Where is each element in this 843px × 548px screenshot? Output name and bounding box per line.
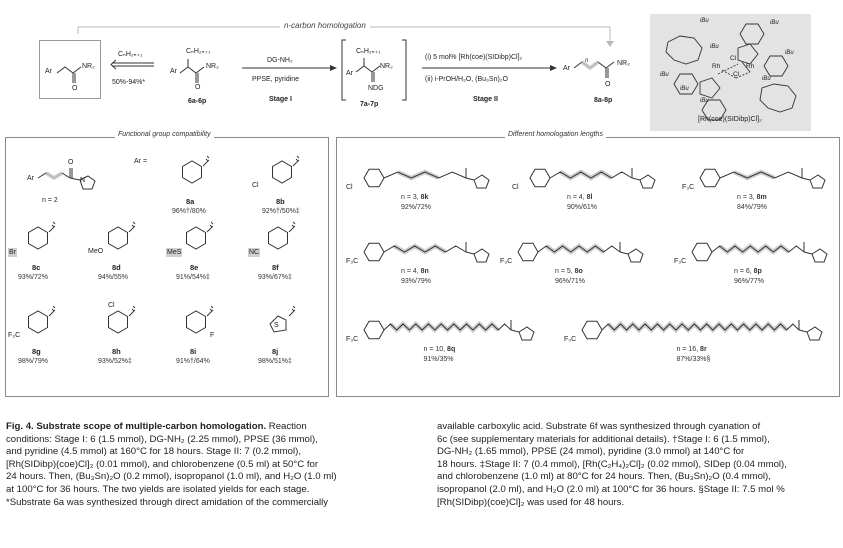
length-compound-0 bbox=[344, 148, 494, 228]
compound-yield: 90%/61% bbox=[567, 204, 597, 211]
caption-right-line-2: DG-NH₂ (1.65 mmol), PPSE (24 mmol), pyridine (3.0 mmol) at 140°C for bbox=[437, 446, 745, 458]
substituent-label: Cl bbox=[346, 184, 353, 191]
compound-id: 8e bbox=[190, 263, 199, 272]
retro-ar: Ar bbox=[45, 68, 52, 75]
substituent-label: Cl bbox=[108, 302, 115, 309]
int-substituent: CₙH₂ₙ₊₁ bbox=[356, 48, 381, 55]
compound-id: 8l bbox=[586, 194, 593, 201]
substituent-label: F₃C bbox=[682, 184, 695, 191]
caption-left bbox=[6, 421, 401, 509]
substituent-label: MeS bbox=[167, 249, 182, 256]
substituent-label: F₃C bbox=[8, 332, 21, 339]
compound-length-label bbox=[677, 346, 707, 353]
prod-nr2: NR₂ bbox=[617, 60, 630, 67]
compound-yield: 96%†/80% bbox=[172, 208, 206, 215]
substituent-label: S bbox=[274, 322, 279, 329]
prod-o: O bbox=[605, 81, 611, 88]
caption-line-2: and pyridine (4.5 mmol) at 160°C for 18 hours. Stage II: 7 (0.2 mmol), bbox=[6, 446, 301, 458]
length-compound-3 bbox=[344, 222, 494, 302]
stage1-arrow bbox=[240, 64, 338, 74]
homologation-title: n-carbon homologation bbox=[280, 22, 370, 30]
length-compound-4 bbox=[498, 222, 648, 302]
substituent-label: MeO bbox=[88, 248, 104, 255]
stage2-cond1: (i) 5 mol% [Rh(coe)(SIDibp)Cl]₂ bbox=[425, 54, 523, 61]
stage1-name: Stage I bbox=[269, 96, 292, 103]
fg-compound-2 bbox=[6, 214, 84, 294]
caption-line-1: conditions: Stage I: 6 (1.5 mmol), DG-NH₂ (2.25 mmol), PPSE (36 mmol), bbox=[6, 433, 318, 445]
substituent-label: F₃C bbox=[346, 336, 359, 343]
compound-length-label bbox=[401, 268, 429, 275]
generic-ar: Ar bbox=[27, 175, 34, 182]
compound-id: 8m bbox=[756, 194, 767, 201]
compound-yield: 91%/35% bbox=[423, 356, 454, 363]
stage1-reagent: DG-NH₂ bbox=[267, 57, 293, 64]
compound-length-label bbox=[737, 194, 767, 201]
generic-structure bbox=[28, 160, 128, 200]
stage1-conditions: PPSE, pyridine bbox=[252, 76, 300, 83]
compound-yield: 92%†/50%‡ bbox=[262, 208, 300, 215]
compound-id: 8g bbox=[32, 347, 41, 356]
benzene-ring-icon bbox=[6, 298, 84, 348]
caption-right-line-6: [Rh(SIDibp)(coe)Cl]₂ was used for 48 hours. bbox=[437, 496, 625, 508]
substituent-label: F₃C bbox=[564, 336, 577, 343]
caption-right-line-1: 6c (see supplementary materials for additional details). †Stage I: 6 (1.5 mmol), bbox=[437, 433, 770, 445]
length-compound-7 bbox=[562, 300, 827, 380]
compound-length-label bbox=[424, 346, 456, 353]
compound-length-label bbox=[734, 268, 762, 275]
length-compound-1 bbox=[510, 148, 660, 228]
compound-yield: 93%/79% bbox=[401, 278, 431, 285]
benzene-ring-icon bbox=[6, 214, 84, 264]
benzene-ring-icon bbox=[250, 148, 328, 198]
compound-id: 8p bbox=[753, 268, 762, 275]
compound-id: 8r bbox=[700, 346, 707, 353]
stage2-name: Stage II bbox=[473, 96, 498, 103]
substituent-label: F₃C bbox=[346, 258, 359, 265]
fg-compound-3 bbox=[86, 214, 164, 294]
generic-n-eq: n = 2 bbox=[42, 197, 58, 204]
caption-heading: Fig. 4. Substrate scope of multiple-carbon homologation. bbox=[6, 421, 267, 432]
retro-arrow bbox=[108, 60, 158, 70]
compound-id: 8k bbox=[420, 194, 429, 201]
substituent-label: Br bbox=[9, 249, 16, 256]
length-value: n = 10, bbox=[423, 346, 448, 353]
length-value: n = 16, bbox=[676, 346, 701, 353]
start-id: 6a-6p bbox=[188, 98, 207, 105]
length-compound-6 bbox=[344, 300, 539, 380]
compound-id: 8n bbox=[420, 268, 429, 275]
generic-n: N bbox=[80, 177, 86, 184]
compound-yield: 96%/71% bbox=[555, 278, 585, 285]
compound-yield: 98%/51%‡ bbox=[258, 358, 292, 365]
length-value: n = 4, bbox=[401, 268, 421, 275]
compound-id: 8o bbox=[574, 268, 583, 275]
generic-o: O bbox=[68, 159, 74, 166]
compound-yield: 93%/52%‡ bbox=[98, 358, 132, 365]
cat-ibu-8: iBu bbox=[680, 86, 689, 92]
length-compound-2 bbox=[680, 148, 830, 228]
benzene-ring-icon bbox=[160, 148, 238, 198]
compound-id: 8d bbox=[112, 263, 121, 272]
compound-yield: 92%/72% bbox=[401, 204, 431, 211]
cat-ibu-6: iBu bbox=[762, 76, 771, 82]
cat-rh-2: Rh bbox=[746, 63, 755, 70]
substituent-label: NC bbox=[249, 249, 260, 256]
compound-yield: 84%/79% bbox=[737, 204, 767, 211]
fg-compound-6 bbox=[6, 298, 84, 378]
substituent-label: Cl bbox=[252, 182, 259, 189]
left-panel-title: Functional group compatibility bbox=[115, 131, 214, 138]
cat-cl-1: Cl bbox=[730, 55, 737, 62]
fg-compound-5 bbox=[246, 214, 324, 294]
compound-yield: 91%†/64% bbox=[176, 358, 210, 365]
start-structure bbox=[170, 55, 240, 95]
benzene-ring-icon bbox=[86, 298, 164, 348]
caption-right-line-0: available carboxylic acid. Substrate 6f was synthesized through cyanation of bbox=[437, 421, 761, 432]
length-value: n = 6, bbox=[734, 268, 754, 275]
prod-id: 8a-8p bbox=[594, 97, 613, 104]
compound-id: 8i bbox=[190, 347, 197, 356]
compound-length-label bbox=[401, 194, 428, 201]
start-ar: Ar bbox=[170, 68, 177, 75]
substituent-label: Cl bbox=[512, 184, 519, 191]
int-ndg: NDG bbox=[368, 85, 384, 92]
benzene-ring-icon bbox=[86, 214, 164, 264]
cat-ibu-2: iBu bbox=[770, 20, 779, 26]
int-id: 7a-7p bbox=[360, 101, 379, 108]
cat-cl-2: Cl bbox=[733, 71, 740, 78]
compound-yield: 94%/55% bbox=[98, 274, 128, 281]
compound-id: 8h bbox=[112, 347, 121, 356]
caption-line-5: at 100°C for 36 hours. The two yields are isolated yields for each stage. bbox=[6, 483, 310, 495]
cat-ibu-5: iBu bbox=[660, 72, 669, 78]
prod-n: n bbox=[585, 58, 589, 64]
benzene-ring-icon bbox=[164, 298, 242, 348]
compound-length-label bbox=[555, 268, 583, 275]
caption-right bbox=[437, 421, 839, 509]
substituent-label: F₃C bbox=[500, 258, 513, 265]
ar-eq: Ar = bbox=[134, 158, 148, 165]
length-value: n = 4, bbox=[567, 194, 587, 201]
length-compound-5 bbox=[672, 222, 832, 302]
compound-id: 8q bbox=[447, 346, 456, 353]
length-value: n = 3, bbox=[737, 194, 757, 201]
compound-length-label bbox=[567, 194, 593, 201]
start-substituent: CₙH₂ₙ₊₁ bbox=[186, 48, 211, 55]
cat-ibu-3: iBu bbox=[710, 44, 719, 50]
right-panel-title: Different homologation lengths bbox=[505, 131, 606, 138]
int-nr2: NR₂ bbox=[380, 63, 393, 70]
substituent-label: F₃C bbox=[674, 258, 687, 265]
caption-line-3: [Rh(SIDibp)(coe)Cl]₂ (0.01 mmol), and chlorobenzene (0.5 ml) at 50°C for bbox=[6, 458, 319, 470]
retro-reagent: CₙH₂ₙ₊₁ bbox=[118, 51, 143, 58]
length-value: n = 3, bbox=[401, 194, 421, 201]
compound-id: 8f bbox=[272, 263, 279, 272]
fg-compound-7 bbox=[86, 298, 164, 378]
length-value: n = 5, bbox=[555, 268, 575, 275]
stage2-cond2: (ii) i-PrOH/H₂O, (Bu₃Sn)₂O bbox=[425, 76, 508, 83]
caption-right-line-5: isopropanol (2.0 ml), and H₂O (2.0 ml) at 100°C for 36 hours. §Stage II: 7.5 mol % bbox=[437, 483, 785, 495]
caption-right-line-3: 18 hours. ‡Stage II: 7 (0.4 mmol), [Rh(C₂H₄)₂Cl]₂ (0.02 mmol), SIDep (0.04 mmol), bbox=[437, 458, 787, 470]
compound-id: 8b bbox=[276, 197, 285, 206]
compound-yield: 91%/54%‡ bbox=[176, 274, 210, 281]
compound-yield: 98%/79% bbox=[18, 358, 48, 365]
cat-ibu-4: iBu bbox=[785, 50, 794, 56]
fg-compound-8 bbox=[164, 298, 242, 378]
caption-right-line-4: and chlorobenzene (1.0 ml) at 80°C for 24 hours. Then, (Bu₃Sn)₂O (0.4 mmol), bbox=[437, 471, 771, 483]
compound-yield: 93%/67%‡ bbox=[258, 274, 292, 281]
caption-line-6: *Substrate 6a was synthesized through direct amidation of the commercially bbox=[6, 496, 329, 508]
catalyst-label: [Rh(coe)(SIDibp)Cl]₂ bbox=[698, 116, 762, 123]
compound-yield: 93%/72% bbox=[18, 274, 48, 281]
catalyst-structure bbox=[650, 14, 811, 131]
cat-ibu-1: iBu bbox=[700, 18, 709, 24]
retro-o: O bbox=[72, 85, 78, 92]
int-ar: Ar bbox=[346, 70, 353, 77]
caption-line-4: 24 hours. Then, (Bu₃Sn)₂O (0.2 mmol), isopropanol (1.0 ml), and H₂O (1.0 ml) bbox=[6, 471, 337, 483]
retro-yield: 50%-94%* bbox=[112, 79, 146, 86]
compound-yield: 87%/33%§ bbox=[676, 356, 711, 363]
compound-id: 8a bbox=[186, 197, 195, 206]
start-o: O bbox=[195, 84, 201, 91]
compound-id: 8c bbox=[32, 263, 41, 272]
benzene-ring-icon bbox=[246, 298, 324, 348]
retro-nr2: NR₂ bbox=[82, 63, 95, 70]
fg-compound-9 bbox=[246, 298, 324, 378]
cat-ibu-7: iBu bbox=[700, 98, 709, 104]
start-nr2: NR₂ bbox=[206, 63, 219, 70]
substituent-label: F bbox=[210, 332, 215, 339]
prod-ar: Ar bbox=[563, 65, 570, 72]
compound-id: 8j bbox=[272, 347, 279, 356]
fg-compound-4 bbox=[164, 214, 242, 294]
stage2-arrow bbox=[420, 64, 560, 74]
compound-yield: 96%/77% bbox=[734, 278, 764, 285]
caption-line-0: Fig. 4. Substrate scope of multiple-carbon homologation. Reaction bbox=[6, 421, 307, 432]
cat-rh-1: Rh bbox=[712, 63, 721, 70]
